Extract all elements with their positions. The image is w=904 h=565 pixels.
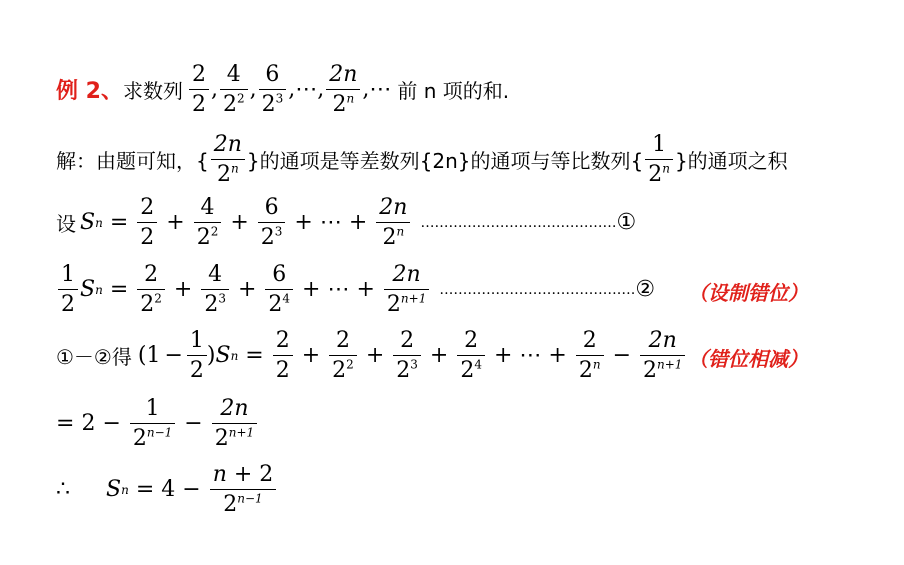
seq-term-1: [189, 62, 209, 118]
solution-line: [56, 132, 788, 188]
seq-term-3: [259, 62, 287, 118]
eq2-mark: ②: [635, 277, 656, 303]
fraction-bar: [326, 89, 360, 90]
seq-term-3-exp: 3: [275, 91, 284, 106]
seq-term-3-den: [259, 92, 287, 117]
seq-term-2-den: [220, 92, 248, 117]
solution-frac-a-den: 2$^n$: [216, 161, 239, 188]
eq1-prefix: 设: [56, 212, 76, 237]
eq3-prefix: ①－②得: [56, 345, 132, 370]
example-line: 例 2、 求数列 $\frac{2}{2}$ , $\frac{4}{2^2}$ , $\frac{6}{2^3}$ ,⋯, $\frac{2n}{2^n}$ ,⋯ 前 n 项的和.: [56, 62, 510, 118]
fraction-bar: [189, 89, 209, 90]
seq-general-exp: n: [346, 91, 355, 106]
equation-2: $\frac{1}{2}$ S n = $\frac{2}{2^2}$ + $\frac{4}{2^3}$ + $\frac{6}{2^4}$ + ⋯ + $\frac{2n}{2^{n+1}}$ …………………………………… ②: [56, 262, 655, 318]
solution-frac-b-num: 1: [652, 132, 667, 157]
seq-general-base: 2: [332, 92, 347, 118]
fraction-bar: [259, 89, 287, 90]
leader-dots: ……………………………………: [439, 281, 636, 298]
fraction-bar: [220, 89, 248, 90]
seq-general-num: 2n: [329, 62, 358, 87]
solution-frac-a-num: 2n: [213, 132, 242, 157]
note-offset-subtract: （错位相减）: [688, 347, 808, 371]
leader-dots: ……………………………………: [420, 214, 617, 231]
seq-term-1-num: 2: [191, 62, 206, 87]
fraction-bar: [645, 159, 673, 160]
therefore-symbol: ∴: [56, 477, 70, 503]
example-prompt-after: 前 n 项的和.: [397, 79, 510, 104]
seq-term-2-exp: 2: [236, 91, 245, 106]
equation-4: = 2 − $\frac{1}{2^{n-1}}$ − $\frac{2n}{2^{n+1}}$: [56, 396, 259, 452]
seq-term-3-num: 6: [265, 62, 280, 87]
solution-frac-b-den: 2$^n$: [648, 161, 670, 188]
seq-general-den: [329, 92, 357, 117]
solution-frac-a: [211, 132, 245, 188]
solution-frac-b: [645, 132, 673, 188]
seq-term-2-base: 2: [222, 92, 237, 118]
seq-term-2: [220, 62, 248, 118]
fraction-bar: [211, 159, 245, 160]
equation-1: 设 S n = $\frac{2}{2}$ + $\frac{4}{2^2}$ + $\frac{6}{2^3}$ + ⋯ + $\frac{2n}{2^n}$ …………………………………… ①: [56, 195, 637, 251]
seq-general-term: [326, 62, 360, 118]
solution-mid1: }的通项是等差数列{2n}的通项与等比数列{: [246, 149, 644, 174]
equation-5: ∴ S n = 4 − $\frac{n + 2}{2^{n-1}}$: [56, 462, 278, 518]
note-setup-offset: （设制错位）: [688, 281, 808, 305]
solution-mid2: }的通项之积: [674, 149, 788, 174]
seq-term-2-num: 4: [226, 62, 241, 87]
example-title: 例 2、: [56, 79, 123, 105]
seq-term-1-den: 2: [191, 92, 206, 118]
example-prompt-before: 求数列: [122, 79, 183, 104]
eq1-mark: ①: [616, 210, 637, 236]
solution-prefix: 解：由题可知，{: [56, 149, 209, 174]
equation-3: ①－②得 (1 − $\frac{1}{2}$ ) S n = $\frac{2}{2}$ + $\frac{2}{2^2}$ + $\frac{2}{2^3}$ + $\frac{2}{2^4}$ + ⋯ + $\frac{2}{2^n}$ − $\frac{2n}{2^{n+1}}$: [56, 328, 687, 384]
seq-term-3-base: 2: [261, 92, 276, 118]
